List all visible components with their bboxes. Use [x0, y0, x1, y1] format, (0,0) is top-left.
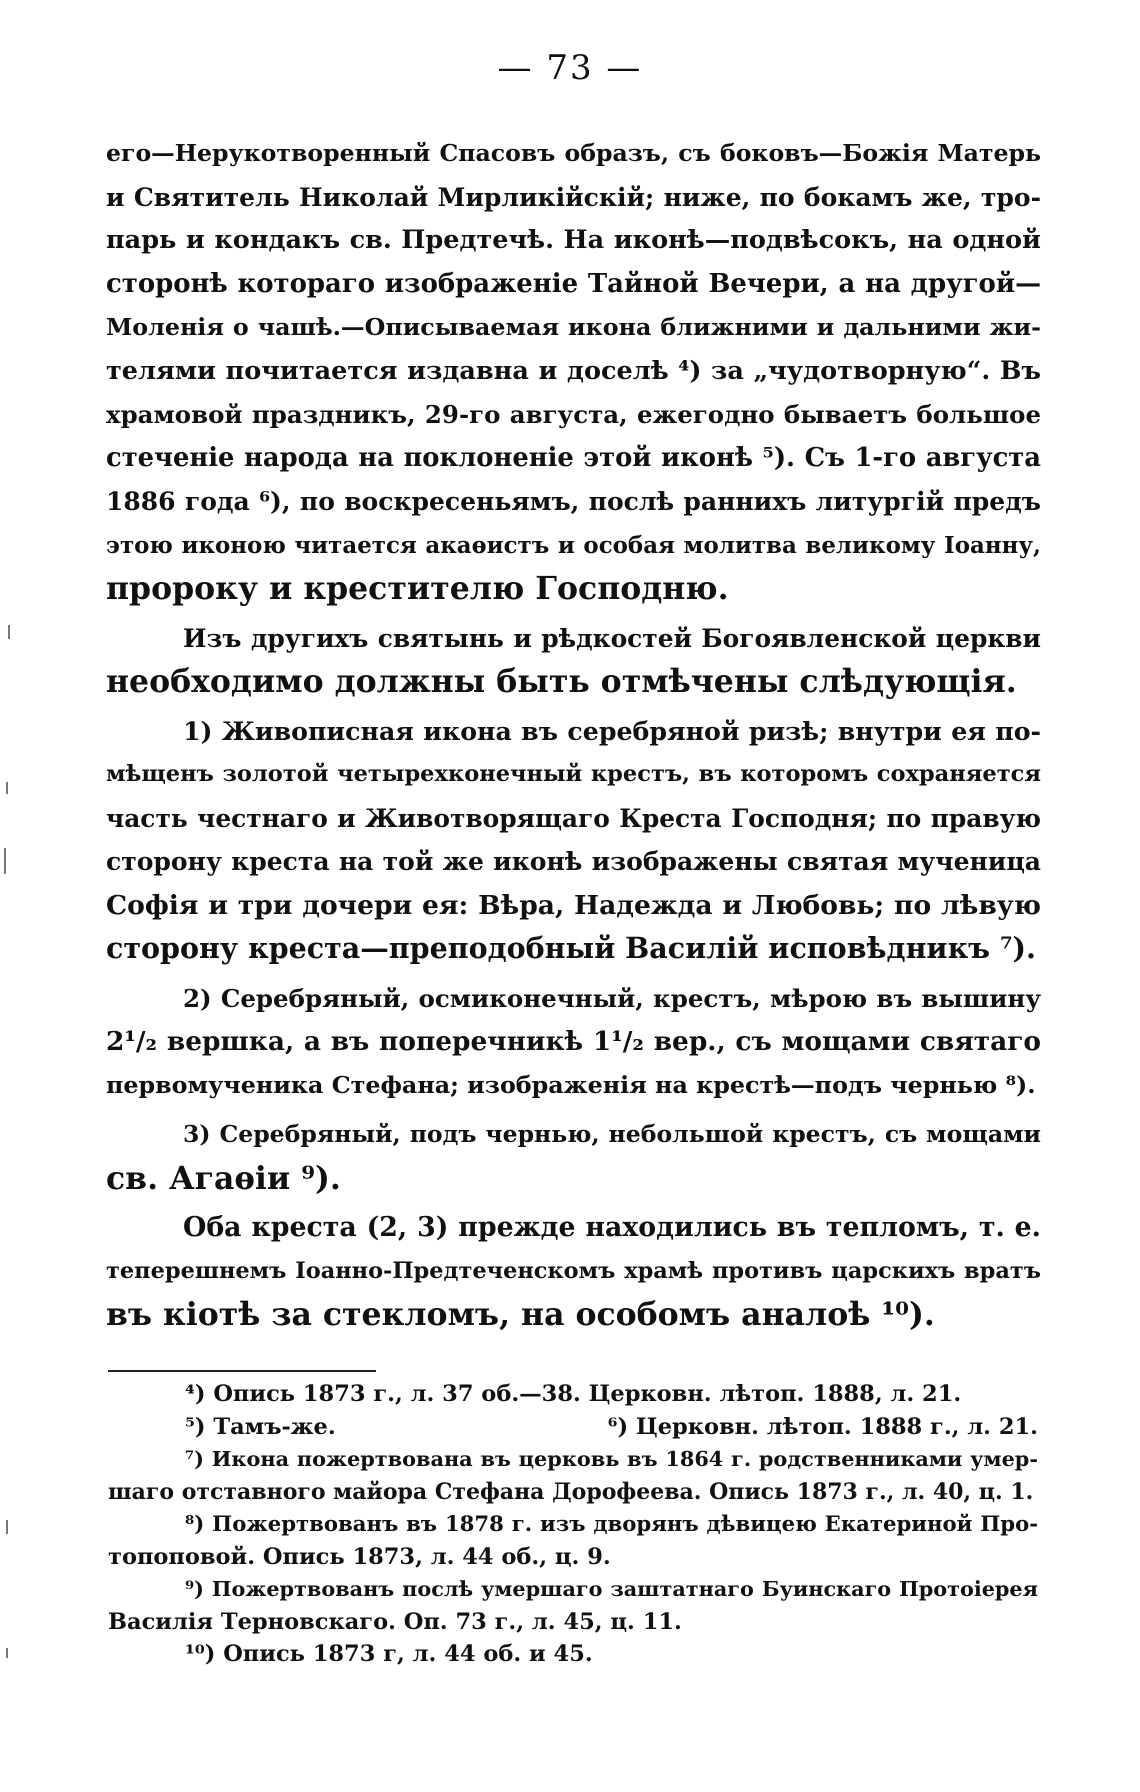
footnote-8-line-2: топоповой. Опись 1873, л. 44 об., ц. 9.: [108, 1543, 611, 1570]
scan-edge-mark: [8, 625, 10, 639]
scan-edge-mark: [6, 782, 8, 794]
text-line: 2¹/₂ вершка, а въ поперечникѣ 1¹/₂ вер., съ мощами святаго: [106, 1026, 1041, 1057]
text-line: сторону креста—преподобный Василій исповѣдникъ ⁷).: [106, 931, 1036, 965]
text-line: пророку и крестителю Господню.: [106, 570, 729, 607]
text-line: Изъ другихъ святынь и рѣдкостей Богоявленской церкви: [183, 623, 1041, 653]
text-line: сторонѣ котораго изображеніе Тайной Вечери, а на другой—: [106, 268, 1041, 299]
text-line: 3) Серебряный, подъ чернью, небольшой крестъ, съ мощами: [183, 1120, 1041, 1148]
text-line: необходимо должны быть отмѣчены слѣдующія.: [106, 663, 1017, 700]
footnote-8-line-1: ⁸) Пожертвованъ въ 1878 г. изъ дворянъ дѣвицею Екатериной Про-: [185, 1511, 1038, 1536]
text-line: часть честнаго и Животворящаго Креста Господня; по правую: [106, 803, 1041, 833]
footnote-5: ⁵) Тамъ-же.: [185, 1413, 336, 1440]
text-line: и Святитель Николай Мирликійскій; ниже, по бокамъ же, тро-: [106, 182, 1041, 212]
text-line: теперешнемъ Іоанно-Предтеченскомъ храмѣ противъ царскихъ вратъ: [106, 1257, 1041, 1284]
text-line: Оба креста (2, 3) прежде находились въ тепломъ, т. е.: [183, 1212, 1041, 1243]
text-line: этою иконою читается акаѳистъ и особая молитва великому Іоанну,: [106, 531, 1041, 559]
text-line: 1886 года ⁶), по воскресеньямъ, послѣ раннихъ литургій предъ: [106, 487, 1041, 516]
scan-edge-mark: [6, 1648, 8, 1658]
text-line: 1) Живописная икона въ серебряной ризѣ; внутри ея по-: [183, 715, 1041, 746]
text-line: св. Агаѳіи ⁹).: [106, 1159, 341, 1197]
footnote-9-line-1: ⁹) Пожертвованъ послѣ умершаго заштатнаго Буинскаго Протоіерея: [185, 1576, 1038, 1601]
footnote-10: ¹⁰) Опись 1873 г, л. 44 об. и 45.: [185, 1641, 593, 1667]
footnote-row-5-6: [108, 1411, 1038, 1444]
main-text: [106, 132, 1041, 1337]
footnote-7-line-2: шаго отставного майора Стефана Дорофеева. Опись 1873 г., л. 40, ц. 1.: [108, 1478, 1034, 1505]
footnote-divider: [108, 1370, 376, 1372]
scan-edge-mark: [6, 1520, 8, 1534]
text-line: мѣщенъ золотой четырехконечный крестъ, въ которомъ сохраняется: [106, 761, 1041, 787]
text-line: первомученика Стефана; изображенія на крестѣ—подъ чернью ⁸).: [106, 1070, 1036, 1099]
text-line: сторону креста на той же иконѣ изображены святая мученица: [106, 847, 1041, 876]
text-line: Моленія о чашѣ.—Описываемая икона ближними и дальними жи-: [106, 313, 1041, 341]
footnotes: [108, 1378, 1038, 1671]
page-number: — 73 —: [497, 48, 643, 88]
footnote-9-line-2: Василія Терновскаго. Оп. 73 г., л. 45, ц. 11.: [108, 1608, 682, 1635]
footnote-7-line-1: ⁷) Икона пожертвована въ церковь въ 1864 г. родственниками умер-: [185, 1446, 1038, 1471]
text-line: его—Нерукотворенный Спасовъ образъ, съ боковъ—Божія Матерь: [106, 139, 1041, 167]
footnote-4: ⁴) Опись 1873 г., л. 37 об.—38. Церковн. лѣтоп. 1888, л. 21.: [185, 1381, 962, 1407]
text-line: стеченіе народа на поклоненіе этой иконѣ ⁵). Съ 1-го августа: [106, 442, 1041, 473]
text-line: въ кіотѣ за стекломъ, на особомъ аналоѣ ¹⁰).: [106, 1296, 935, 1333]
text-line: 2) Серебряный, осмиконечный, крестъ, мѣрою въ вышину: [183, 983, 1041, 1013]
text-line: телями почитается издавна и доселѣ ⁴) за „чудотворную“. Въ: [106, 355, 1041, 386]
text-line: парь и кондакъ св. Предтечѣ. На иконѣ—подвѣсокъ, на одной: [106, 225, 1041, 255]
footnote-6: ⁶) Церковн. лѣтоп. 1888 г., л. 21.: [607, 1413, 1038, 1440]
text-line: храмовой праздникъ, 29-го августа, ежегодно бываетъ большое: [106, 400, 1041, 429]
scan-edge-mark: [4, 848, 6, 874]
text-line: Софія и три дочери ея: Вѣра, Надежда и Любовь; по лѣвую: [106, 889, 1041, 921]
